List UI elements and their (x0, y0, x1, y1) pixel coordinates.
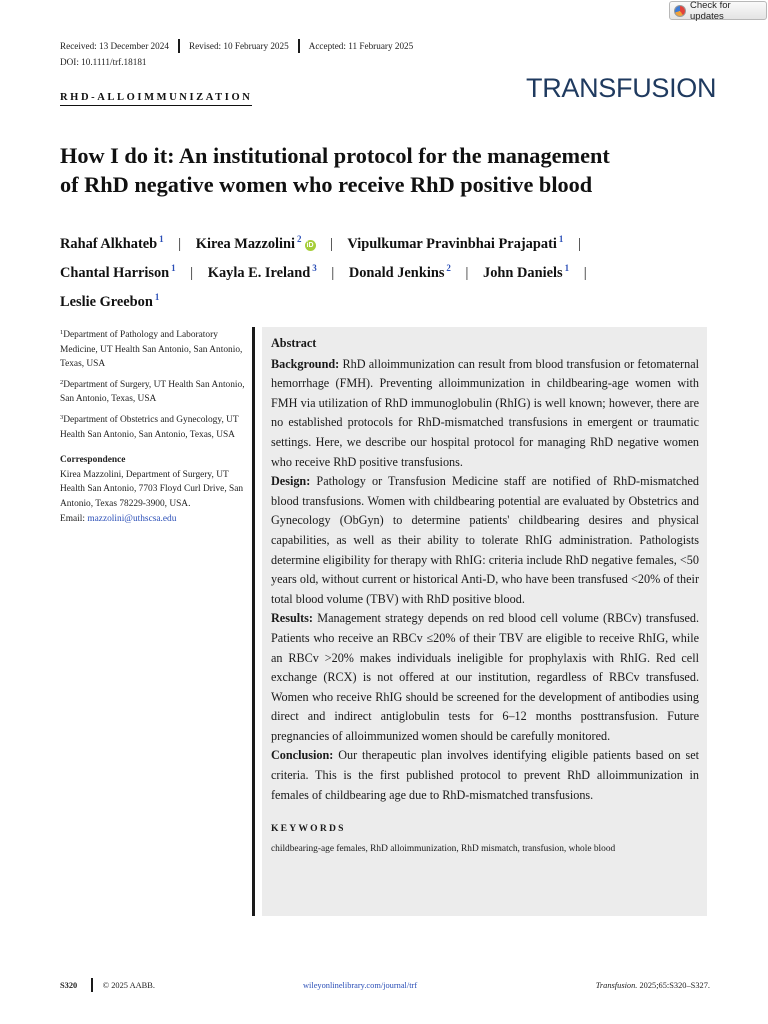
author[interactable]: John Daniels $^1$ (483, 263, 570, 281)
correspondence-email: Email: mazzolini@uthscsa.edu (60, 513, 177, 524)
affiliation: $^3$Department of Obstetrics and Gynecology, UT Health San Antonio, San Antonio, Texas, USA (60, 413, 239, 440)
check-for-updates-label: Check for updates (690, 0, 731, 22)
date-divider (178, 39, 180, 53)
keywords-list: childbearing-age females, RhD alloimmunization, RhD mismatch, transfusion, whole blood (271, 843, 616, 854)
crossmark-icon (674, 5, 686, 17)
author-line (60, 256, 740, 285)
article-dates (60, 39, 413, 53)
abstract-box (262, 327, 707, 916)
author[interactable]: Rahaf Alkhateb $^1$ (60, 234, 164, 252)
affiliation-marker[interactable]: 2 (446, 263, 451, 273)
journal-logo: TRANSFUSION (526, 73, 717, 103)
revised-date: Revised: 10 February 2025 (188, 41, 289, 51)
affiliation-marker[interactable]: 1 (564, 263, 570, 273)
correspondence-address: Kirea Mazzolini, Department of Surgery, UT Health San Antonio, 7703 Floyd Curl Drive, San Antonio, Texas 78229-3900, USA. (60, 469, 244, 509)
abstract-results: Results: Management strategy depends on red blood cell volume (RBCv) transfused. Patients who receive an RBCv ≤20% of their TBV are eligible to receive RhIG, while an RBCv >20% makes individuals ineligible for prophylaxis with RhIG. Red cell exchange (RCX) is not offered at our institution, regardless of RBCv transfused. Women who receive RhIG should be screened for the development of antibodies using direct and indirect antiglobulin tests for 6–12 months posttransfusion. Future pregnancies of alloimmunized women should be carefully monitored. (271, 611, 699, 743)
section-label: RHD-ALLOIMMUNIZATION (60, 92, 252, 106)
orcid-icon[interactable]: iD (306, 242, 314, 249)
abstract-design: Design: Pathology or Transfusion Medicine staff are notified of RhD-mismatched blood transfusions. Women with childbearing potential are evaluated by Obstetrics and Gynecology (ObGyn) to determine patients' childbearing desires and physical capabilities, as well as their ability to tolerate RhIG administration. Pathologists determine eligibility for therapy with RhIG: criteria include RhD negative females, <50 years old, without current or historical Anti-D, who have been transfused <20% of their total blood volume (TBV) with RhD positive blood. (271, 474, 699, 606)
accepted-date: Accepted: 11 February 2025 (308, 41, 414, 51)
journal-link[interactable]: wileyonlinelibrary.com/journal/trf (303, 980, 418, 990)
affiliation-marker[interactable]: 3 (312, 263, 317, 273)
affiliations-column (60, 326, 246, 526)
affiliation-marker[interactable]: 2 (297, 234, 302, 244)
affiliation-marker[interactable]: 1 (558, 234, 564, 244)
author-separator: | (330, 236, 334, 252)
email-link[interactable]: mazzolini@uthscsa.edu (87, 513, 177, 524)
author-separator: | (331, 265, 335, 281)
page-footer (60, 978, 710, 992)
affiliation-marker[interactable]: 1 (154, 292, 160, 302)
title-line: of RhD negative women who receive RhD positive blood (60, 172, 593, 197)
doi: DOI: 10.1111/trf.18181 (60, 57, 147, 67)
author[interactable]: Vipulkumar Pravinbhai Prajapati $^1$ (347, 234, 564, 252)
author[interactable]: Donald Jenkins $^2$ (348, 263, 451, 281)
keywords-heading: KEYWORDS (271, 823, 346, 835)
title-line: How I do it: An institutional protocol for the management (60, 143, 610, 168)
affiliation-marker[interactable]: 1 (159, 234, 164, 244)
copyright: © 2025 AABB. (102, 980, 155, 990)
affiliation-marker[interactable]: 1 (171, 263, 176, 273)
author-list (60, 227, 740, 314)
abstract-heading: Abstract (271, 336, 317, 350)
check-for-updates-button[interactable] (669, 1, 767, 20)
citation: Transfusion. 2025;65:S320–S327. (595, 980, 710, 990)
author-separator: | (190, 265, 194, 281)
author-separator: | (577, 236, 581, 252)
correspondence-heading: Correspondence (60, 455, 126, 466)
author[interactable]: Kayla E. Ireland $^3$ (207, 263, 317, 281)
author[interactable]: Leslie Greebon $^1$ (60, 292, 160, 310)
footer-divider (91, 978, 93, 992)
author-separator: | (178, 236, 182, 252)
author[interactable]: Kirea Mazzolini $^2$iD (195, 234, 314, 252)
affiliation: $^2$Department of Surgery, UT Health San Antonio, San Antonio, Texas, USA (60, 378, 245, 405)
date-divider (298, 39, 300, 53)
article-title (60, 141, 720, 199)
author-line (60, 227, 740, 256)
author[interactable]: Chantal Harrison $^1$ (60, 263, 176, 281)
abstract-conclusion: Conclusion: Our therapeutic plan involves identifying eligible patients based on set criteria. This is the first published protocol to prevent RhD alloimmunization in females of childbearing age due to RhD-mismatched transfusions. (271, 748, 699, 802)
author-separator: | (465, 265, 469, 281)
abstract-background: Background: RhD alloimmunization can result from blood transfusion or fetomaternal hemorrhage (FMH). Preventing alloimmunization in childbearing-age women with FMH via utilization of RhD immunoglobulin (RhIG) is well known; however, there are no established protocols for RhD-mismatched transfusions in emergent or traumatic settings. Here, we describe our hospital protocol for managing RhD negative women who receive RhD positive transfusions. (271, 356, 699, 469)
affiliation: $^1$Department of Pathology and Laboratory Medicine, UT Health San Antonio, San Antonio, Texas, USA (60, 329, 243, 370)
author-line (60, 285, 740, 314)
page-number: S320 (60, 980, 78, 990)
author-separator: | (583, 265, 587, 281)
received-date: Received: 13 December 2024 (60, 41, 169, 51)
abstract-rule (252, 327, 255, 916)
